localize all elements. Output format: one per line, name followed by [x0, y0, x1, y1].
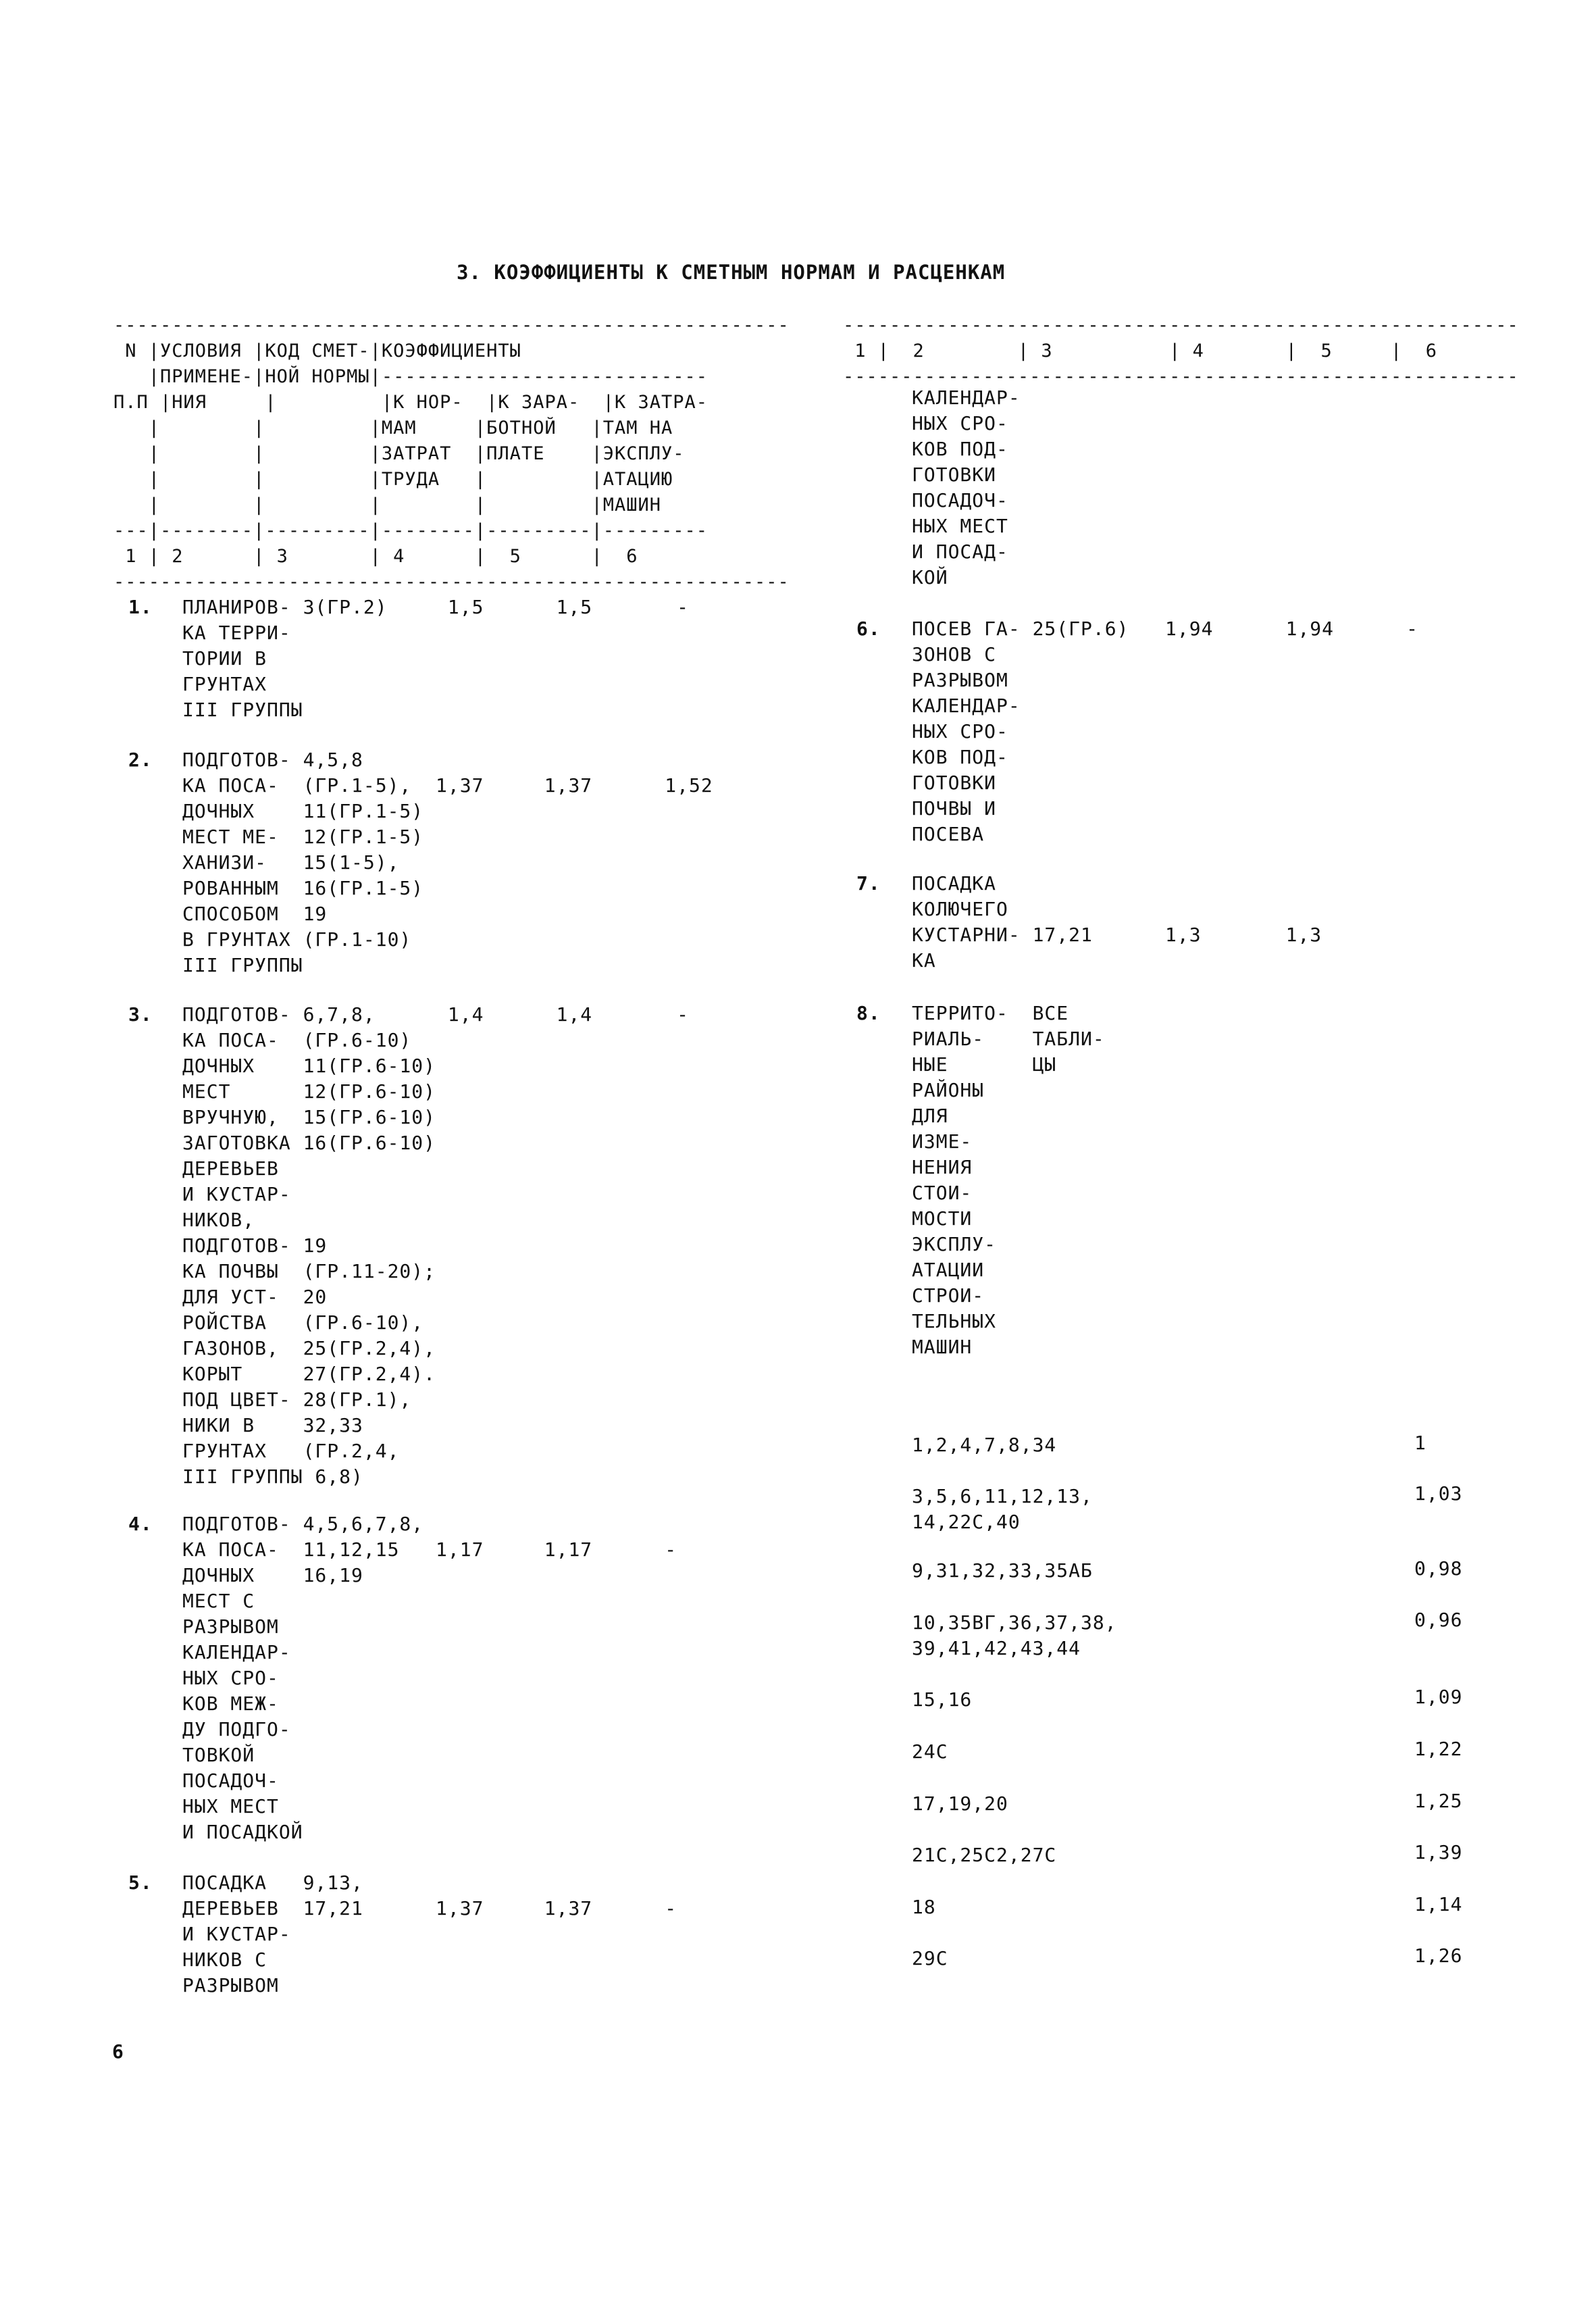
row-number: 1.: [128, 596, 153, 618]
region-coefficient: 1,26: [1414, 1944, 1463, 1967]
region-tables: 17,19,20: [912, 1792, 1008, 1815]
region-tables: 9,31,32,33,35АБ: [912, 1559, 1093, 1582]
region-tables: 10,35ВГ,36,37,38, 39,41,42,43,44: [912, 1611, 1117, 1659]
row-number: 6.: [856, 618, 881, 640]
right-table-header: ---------------------------------------------------------- 1 | 2 | 3 | 4 | 5 | 6 ----------------------------------------------------------: [843, 315, 1519, 387]
region-coefficient: 1,09: [1414, 1686, 1463, 1708]
row-number: 8.: [856, 1002, 881, 1024]
region-coefficient: 1: [1414, 1432, 1426, 1454]
region-tables: 24С: [912, 1740, 948, 1763]
region-coefficient: 1,14: [1414, 1893, 1463, 1915]
region-coefficient: 0,98: [1414, 1557, 1463, 1580]
region-tables: 18: [912, 1896, 936, 1918]
row-content: ПОДГОТОВ- 4,5,6,7,8, КА ПОСА- 11,12,15 1,17 1,17 - ДОЧНЫХ 16,19 МЕСТ С РАЗРЫВОМ КАЛЕНДАР- НЫХ СРО- КОВ МЕЖ- ДУ ПОДГО- ТОВКОЙ ПОСАДОЧ- НЫХ МЕСТ И ПОСАДКОЙ: [182, 1513, 677, 1843]
row-content: ПОСАДКА КОЛЮЧЕГО КУСТАРНИ- 17,21 1,3 1,3 КА: [912, 872, 1322, 972]
row-content: ПОДГОТОВ- 4,5,8 КА ПОСА- (ГР.1-5), 1,37 1,37 1,52 ДОЧНЫХ 11(ГР.1-5) МЕСТ МЕ- 12(ГР.1-5) ХАНИЗИ- 15(1-5), РОВАННЫМ 16(ГР.1-5) СПОСОБОМ 19 В ГРУНТАХ (ГР.1-10) III ГРУППЫ: [182, 749, 713, 976]
left-table-header: ---------------------------------------------------------- N |УСЛОВИЯ |КОД СМЕТ-|КОЭФФИЦИЕНТЫ |ПРИМЕНЕ-|НОЙ НОРМЫ|---------------------------- П.П |НИЯ | |К НОР- |К ЗАРА- |К ЗАТРА- | | |МАМ |БОТНОЙ |ТАМ НА | | |ЗАТРАТ |ПЛАТЕ |ЭКСПЛУ- | | |ТРУДА | |АТАЦИЮ | | | | |МАШИН ---|--------|---------|--------|---------|--------- 1 | 2 | 3 | 4 | 5 | 6 ----------------------------------------------------------: [113, 315, 790, 593]
row-content: ПЛАНИРОВ- 3(ГР.2) 1,5 1,5 - КА ТЕРРИ- ТОРИИ В ГРУНТАХ III ГРУППЫ: [182, 596, 690, 721]
region-tables: 15,16: [912, 1688, 973, 1711]
region-coefficient: 1,22: [1414, 1738, 1463, 1760]
row-content: ПОСЕВ ГА- 25(ГР.6) 1,94 1,94 - ЗОНОВ С РАЗРЫВОМ КАЛЕНДАР- НЫХ СРО- КОВ ПОД- ГОТОВКИ ПОЧВЫ И ПОСЕВА: [912, 618, 1419, 845]
region-tables: 1,2,4,7,8,34: [912, 1434, 1057, 1456]
continued-row-text: КАЛЕНДАР- НЫХ СРО- КОВ ПОД- ГОТОВКИ ПОСАДОЧ- НЫХ МЕСТ И ПОСАД- КОЙ: [912, 386, 1021, 588]
region-tables: 29С: [912, 1947, 948, 1969]
region-tables: 3,5,6,11,12,13, 14,22С,40: [912, 1485, 1093, 1533]
region-coefficient: 0,96: [1414, 1609, 1463, 1631]
page-title: 3. КОЭФФИЦИЕНТЫ К СМЕТНЫМ НОРМАМ И РАСЦЕНКАМ: [457, 261, 1006, 284]
row-content: ПОСАДКА 9,13, ДЕРЕВЬЕВ 17,21 1,37 1,37 - И КУСТАР- НИКОВ С РАЗРЫВОМ: [182, 1871, 677, 1996]
row-number: 5.: [128, 1871, 153, 1894]
row-content: ТЕРРИТО- ВСЕ РИАЛЬ- ТАБЛИ- НЫЕ ЦЫ РАЙОНЫ ДЛЯ ИЗМЕ- НЕНИЯ СТОИ- МОСТИ ЭКСПЛУ- АТАЦИИ СТРОИ- ТЕЛЬНЫХ МАШИН: [912, 1002, 1105, 1358]
row-content: ПОДГОТОВ- 6,7,8, 1,4 1,4 - КА ПОСА- (ГР.6-10) ДОЧНЫХ 11(ГР.6-10) МЕСТ 12(ГР.6-10) ВРУЧНУЮ, 15(ГР.6-10) ЗАГОТОВКА 16(ГР.6-10) ДЕРЕВЬЕВ И КУСТАР- НИКОВ, ПОДГОТОВ- 19 КА ПОЧВЫ (ГР.11-20); ДЛЯ УСТ- 20 РОЙСТВА (ГР.6-10), ГАЗОНОВ, 25(ГР.2,4), КОРЫТ 27(ГР.2,4). ПОД ЦВЕТ- 28(ГР.1), НИКИ В 32,33 ГРУНТАХ (ГР.2,4, III ГРУППЫ 6,8): [182, 1003, 690, 1488]
region-tables: 21С,25С2,27С: [912, 1844, 1057, 1866]
page-number: 6: [112, 2040, 124, 2063]
row-number: 2.: [128, 749, 153, 771]
row-number: 7.: [856, 872, 881, 895]
row-number: 4.: [128, 1513, 153, 1535]
region-coefficient: 1,03: [1414, 1482, 1463, 1505]
row-number: 3.: [128, 1003, 153, 1026]
region-coefficient: 1,25: [1414, 1790, 1463, 1812]
region-coefficient: 1,39: [1414, 1841, 1463, 1863]
